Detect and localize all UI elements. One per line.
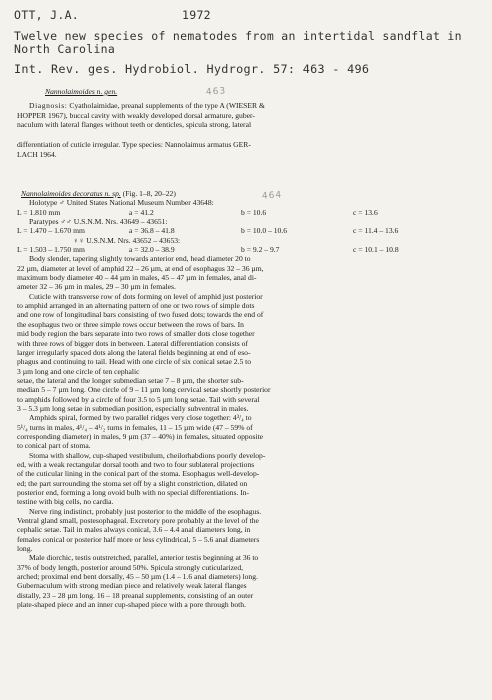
description-line: Body slender, tapering slightly towards anterior end, head diameter 20 to xyxy=(29,254,251,264)
description-line: 5¹/₄ turns in males, 4¹/₄ – 4¹/₂ turns in females, 11 – 15 µm wide (47 – 59% of xyxy=(17,422,253,432)
description-line: larger irregularly spaced dots along the lateral fields beginning at end of eso- xyxy=(17,347,251,357)
measurement: b = 9.2 – 9.7 xyxy=(241,245,280,255)
measurement: a = 32.0 – 38.9 xyxy=(129,245,175,255)
description-line: to amphids followed by a circle of four 3.5 to 5 µm long setae. Tail with several xyxy=(17,394,260,404)
description-line: Nerve ring indistinct, probably just posterior to the middle of the esophagus. xyxy=(29,506,262,516)
description-line: the esophagus two or three simple rows occur between the rows of bars. In xyxy=(17,319,244,329)
species-heading: Nannolaimoides decoratus n. sp. xyxy=(21,189,121,198)
citation-author: OTT, J.A. xyxy=(14,8,80,22)
diagnosis-line: HOPPER 1967), buccal cavity with weakly developed dorsal armature, guber- xyxy=(17,110,255,120)
measurement: b = 10.6 xyxy=(241,207,267,217)
description-line: Cuticle with transverse row of dots forming on level of amphid just posterior xyxy=(29,291,263,301)
description-line: Stoma with shallow, cup-shaped vestibulum, cheilorhabdions poorly develop- xyxy=(29,450,266,460)
description-line: phagus and continuing to tail. Head with one circle of six conical setae 2.5 to xyxy=(17,357,252,367)
description-line: cephalic setae. Tail in males always conical, 3.6 – 4.4 anal diameters long, in xyxy=(17,525,251,535)
measurement: a = 41.2 xyxy=(129,207,154,217)
description-line: females conical or posterior half more or less cylindrical, 5 – 5.6 anal diameters xyxy=(17,534,260,544)
description-line: arched; proximal end bent dorsally, 45 – 50 µm (1.4 – 1.6 anal diameters) long. xyxy=(17,572,258,582)
description-paragraph xyxy=(17,413,473,450)
citation-title-line2: North Carolina xyxy=(14,42,116,56)
description-line: setae, the lateral and the longer submedian setae 7 – 8 µm, the shorter sub- xyxy=(17,375,244,385)
measurement: a = 36.8 – 41.8 xyxy=(129,226,175,236)
description-line: ed, with a weak rectangular dorsal tooth and two to four sublateral projections xyxy=(17,459,255,469)
description-line: and one row of longitudinal bars consisting of two fused dots; towards the end of xyxy=(17,310,264,320)
measurement: c = 10.1 – 10.8 xyxy=(353,245,399,255)
description-line: distally, 23 – 28 µm long. 16 – 18 preanal supplements, consisting of an outer xyxy=(17,590,254,600)
diagnosis-label: Diagnosis: xyxy=(29,101,68,111)
paratypes-female-measurements xyxy=(17,245,473,254)
measurement: c = 11.4 – 13.6 xyxy=(353,226,399,236)
citation-title-line1: Twelve new species of nematodes from an intertidal sandflat in xyxy=(14,29,462,43)
description-line: mid body region the bars separate into two rows of smaller dots close together xyxy=(17,329,255,339)
diagnosis-line: Cyatholaimidae, preanal supplements of the type A (WIESER & xyxy=(69,101,265,111)
description-paragraph xyxy=(17,254,473,291)
pencil-annotation-page-463: 463 xyxy=(205,86,227,98)
citation-year: 1972 xyxy=(182,8,211,22)
genus-heading: Nannolaimoides n. gen. xyxy=(45,87,118,96)
description-line: testine with big cells, no cardia. xyxy=(17,497,114,507)
description-line: long. xyxy=(17,544,33,554)
description-line: posterior end, forming a long ovoid bulb with no special differentiations. In- xyxy=(17,488,250,497)
paratypes-male-measurements xyxy=(17,226,473,235)
description-line: ameter 32 – 36 µm in males, 29 – 30 µm in females. xyxy=(17,282,176,292)
description-paragraph xyxy=(17,292,473,413)
description-line: with three rows of bigger dots in between. Lateral differentiation consists of xyxy=(17,338,248,348)
description-line: Ventral gland small, postesophageal. Excretory pore probably at the level of the xyxy=(17,516,259,526)
description-paragraph xyxy=(17,553,473,609)
description-line: to conical part of stoma. xyxy=(17,441,91,451)
description-line: of the cuticular lining in the conical part of the stoma. Esophagus well-develop- xyxy=(17,469,260,479)
diagnosis-line: LACH 1964. xyxy=(17,149,57,159)
measurement: L = 1.503 – 1.750 mm xyxy=(17,245,85,255)
citation-reference: Int. Rev. ges. Hydrobiol. Hydrogr. 57: 463 - 496 xyxy=(14,62,370,76)
species-section xyxy=(17,189,473,609)
holotype-measurements xyxy=(17,208,473,217)
description-line: to amphid arranged in an alternating pattern of one or two rows of simple dots xyxy=(17,301,255,311)
description-line: ed; the part surrounding the stoma set off by a slight constriction, dilated on xyxy=(17,478,248,488)
holotype-line: Holotype ♂ United States National Museum Number 43648: xyxy=(29,198,214,208)
description-line: plate-shaped piece and an inner cup-shaped piece with a pore through both. xyxy=(17,600,246,610)
pencil-annotation-page-464: 464 xyxy=(261,190,283,202)
description-line: maximum body diameter 40 – 44 µm in males, 45 – 47 µm in females, anal di- xyxy=(17,273,257,283)
description-line: 22 µm, diameter at level of amphid 22 – 26 µm, at end of esophagus 32 – 36 µm, xyxy=(17,263,264,273)
description-line: 3 µm long and one circle of ten cephalic xyxy=(17,366,140,376)
figure-reference: (Fig. 1–8, 20–22) xyxy=(122,189,176,198)
description-line: 37% of body length, posterior around 50%. Spicula strongly cuticularized, xyxy=(17,562,244,572)
measurement: b = 10.0 – 10.6 xyxy=(241,226,288,236)
measurement: L = 1.810 mm xyxy=(17,207,61,217)
description-line: median 5 – 7 µm long. One circle of 9 – 11 µm long cervical setae shortly posterior xyxy=(17,385,271,395)
description-paragraph xyxy=(17,507,473,554)
paratypes-male-line: Paratypes ♂♂ U.S.N.M. Nrs. 43649 – 43651: xyxy=(29,217,168,227)
species-description-text xyxy=(17,254,473,609)
description-paragraph xyxy=(17,451,473,507)
genus-section xyxy=(17,87,473,159)
diagnosis-line: differentiation of cuticle irregular. Type species: Nannolaimus armatus GER- xyxy=(17,140,251,150)
description-line: Amphids spiral, formed by two parallel ridges very close together: 4³/₄ to xyxy=(29,413,252,423)
measurement: L = 1.470 – 1.670 mm xyxy=(17,226,85,236)
description-line: 3 – 5.3 µm long setae in submedian position, especially subventral in males. xyxy=(17,403,249,413)
paratypes-female-line: ♀♀ U.S.N.M. Nrs. 43652 – 43653: xyxy=(73,235,181,245)
diagnosis-line: naculum with lateral flanges without teeth or denticles, spicula strong, lateral xyxy=(17,120,252,130)
measurement: c = 13.6 xyxy=(353,207,378,217)
description-line: Male diorchic, testis outstretched, parallel, anterior testis beginning at 36 to xyxy=(29,553,259,563)
description-line: Gubernaculum with strong median piece and relatively weak lateral flanges xyxy=(17,581,247,591)
description-line: corresponding diameter) in males, 9 µm (37 – 40%) in females, situated opposite xyxy=(17,431,264,441)
